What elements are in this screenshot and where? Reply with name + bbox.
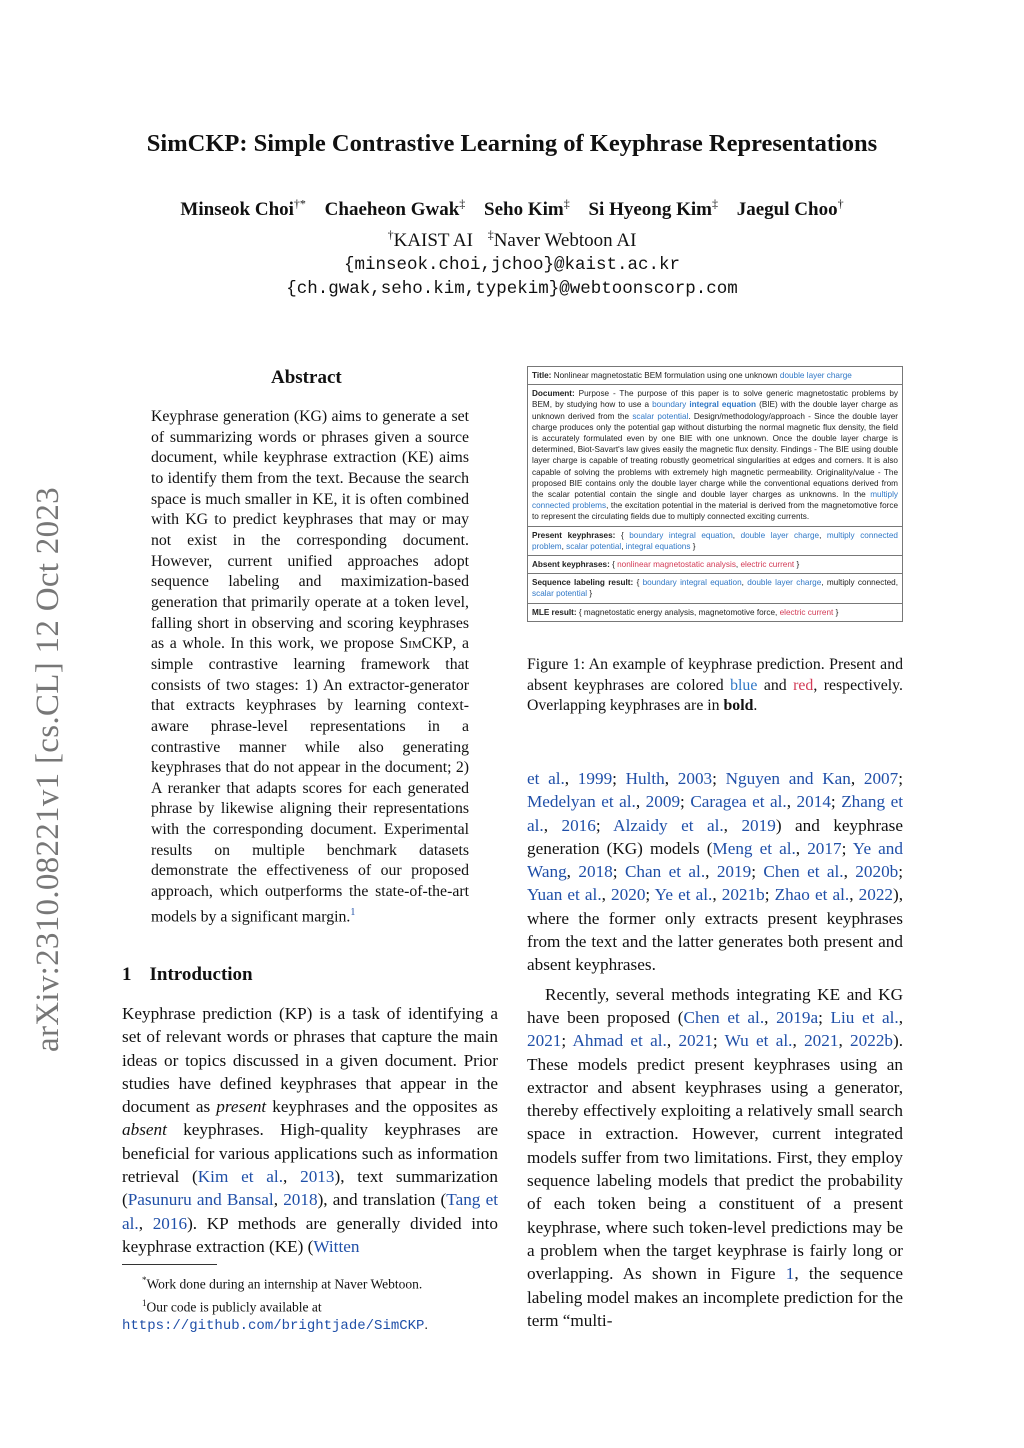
footnote-link[interactable]: 1 (350, 906, 356, 918)
citation-link[interactable]: Liu et al. (830, 1007, 899, 1027)
footnotes (122, 1264, 502, 1335)
citation-link[interactable]: Chan et al. (624, 862, 706, 882)
citation-link[interactable]: Wu et al. (724, 1031, 793, 1051)
arxiv-identifier: arXiv:2310.08221v1 [cs.CL] 12 Oct 2023 (30, 487, 66, 1052)
author: Seho Kim‡ (484, 197, 570, 221)
author: Jaegul Choo† (736, 197, 844, 221)
citation-link[interactable]: Medelyan et al. (527, 792, 636, 812)
citation-link[interactable]: 2016 (152, 1213, 188, 1233)
email-webtoon: {ch.gwak,seho.kim,typekim}@webtoonscorp.com (286, 279, 738, 299)
footnote-1: *Work done during an internship at Naver Webtoon. (142, 1275, 423, 1292)
citation-link[interactable]: Meng et al. (712, 838, 796, 858)
citation-link[interactable]: 2007 (863, 769, 899, 788)
figure-ref-link[interactable]: 1 (785, 1264, 795, 1284)
citation-link[interactable]: Chen et al. (683, 1007, 765, 1027)
citation-link[interactable]: 2014 (796, 792, 831, 812)
citation-link[interactable]: Hulth (625, 769, 665, 788)
citation-link[interactable]: Ye and Wang (527, 838, 903, 882)
citation-link[interactable]: 2021 (527, 1031, 562, 1051)
citation-link[interactable]: 2020b (855, 862, 899, 882)
citation-link[interactable]: 2016 (561, 815, 596, 835)
figure-1-example-box (527, 366, 903, 622)
citation-link[interactable]: Pasunuru and Bansal (127, 1190, 274, 1210)
paragraph: et al., 1999; Hulth, 2003; Nguyen and Kan, 2007; Medelyan et al., 2009; Caragea et al., 2014; Zhang et al., 2016; Alzaidy et al., 2019) and keyphrase generation (KG) models (Meng et al., 2017; Ye and Wang, 2018; Chan et al., 2019; Chen et al., 2020b; Yuan et al., 2020; Ye et al., 2021b; Zhao et al., 2022), where the former only extracts present keyphrases from the text and the latter generates both present and absent keyphrases. (527, 769, 904, 975)
citation-link[interactable]: Kim et al. (197, 1167, 284, 1187)
author: Si Hyeong Kim‡ (588, 197, 718, 221)
citation-link[interactable]: 2003 (677, 769, 713, 788)
figure-absent-keyphrases: Absent keyphrases: { nonlinear magnetostatic analysis, electric current } (528, 556, 902, 574)
citation-link[interactable]: Ye et al. (654, 885, 713, 905)
affiliations (100, 228, 924, 252)
citation-link[interactable]: et al. (527, 769, 565, 788)
citation-link[interactable]: Ahmad et al. (572, 1031, 667, 1051)
citation-link[interactable]: Caragea et al. (690, 792, 787, 812)
citation-link[interactable]: Zhao et al. (774, 885, 850, 905)
intro-paragraph: Keyphrase prediction (KP) is a task of identifying a set of relevant words or phrases that capture the main ideas or topics discussed in a given document. Prior studies have defined keyphrases that appear in the document as present keyphrases and the opposites as absent keyphrases. High-quality keyphrases are beneficial for various applications such as information retrieval (Kim et al., 2013), text summarization (Pasunuru and Bansal, 2018), and translation (Tang et al., 2016). KP methods are generally divided into keyphrase extraction (KE) (Witten (122, 1004, 498, 1256)
model-name: SimCKP (399, 635, 453, 653)
citation-link[interactable]: 2022 (858, 885, 893, 905)
code-url-link[interactable]: https://github.com/brightjade/SimCKP (122, 1318, 425, 1334)
figure-mle-result: MLE result: { magnetostatic energy analysis, magnetomotive force, electric current } (532, 607, 839, 617)
figure-document-section: Document: Purpose - The purpose of this paper is to solve generic magnetostatic problems by BEM, by studying how to use a boundary integral equation (BIE) with the double layer charge as unknown derived from the scalar potential. Design/methodology/approach - Since the double layer charge produces only the potential gap without disturbing the normal magnetic flux density, the field is accurately formulated even by one BIE with one unknown. Once the double layer charge is determined, Biot-Savart's law gives easily the magnetic flux density. Findings - The BIE using double layer charge is capable of treating robustly geometrical singularities at edges and corners. It is also capable of solving the problems with extremely high magnetic permeability. Originality/value - The proposed BIE contains only the double layer charge while the conventional equations derived from the scalar potential contain the single and double layer charges as unknowns. In the multiply connected problems, the excitation potential in the material is derived from the magnetomotive force to represent the circulating fields due to multiply connected exciting currents. (528, 385, 902, 526)
citation-link[interactable]: 2021b (721, 885, 765, 905)
citation-link[interactable]: 2019 (716, 862, 752, 882)
figure-1-caption: Figure 1: An example of keyphrase prediction. Present and absent keyphrases are colored blue and red, respectively. Overlapping keyphrases are in bold. (527, 656, 903, 715)
citation-link[interactable]: 2019a (776, 1007, 819, 1027)
author: Minseok Choi†* (180, 197, 306, 221)
section-heading-introduction: 1 Introduction (122, 964, 253, 985)
citation-link[interactable]: 2009 (645, 792, 681, 812)
citation-link[interactable]: Chen et al. (763, 862, 844, 882)
citation-link[interactable]: 2021 (678, 1031, 713, 1051)
citation-link[interactable]: Zhang et al. (527, 792, 904, 835)
citation-link[interactable]: Yuan et al. (527, 885, 602, 905)
email-kaist: {minseok.choi,jchoo}@kaist.ac.kr (343, 255, 681, 275)
citation-link[interactable]: 2021 (804, 1031, 839, 1051)
citation-link[interactable]: Nguyen and Kan (725, 769, 851, 788)
affiliation: †KAIST AI (387, 228, 473, 252)
citation-link[interactable]: Alzaidy et al. (613, 815, 724, 835)
abstract-heading: Abstract (271, 367, 342, 388)
paper-title: SimCKP: Simple Contrastive Learning of Keyphrase Representations (146, 130, 878, 157)
intro-right-column (527, 767, 903, 1332)
figure-sequence-labeling-result: Sequence labeling result: { boundary integral equation, double layer charge, multiply connected, scalar potential } (528, 574, 902, 603)
affiliation: ‡Naver Webtoon AI (487, 228, 637, 252)
citation-link[interactable]: 2018 (283, 1190, 318, 1210)
citation-link[interactable]: Witten (313, 1236, 360, 1256)
citation-link[interactable]: 2017 (807, 838, 842, 858)
citation-link[interactable]: 2019 (741, 815, 776, 835)
abstract-body: Keyphrase generation (KG) aims to generate a set of summarizing words or phrases given a source document, while keyphrase extraction (KE) aims to identify them from the text. Because the search space is much smaller in KE, it is often combined with KG to predict keyphrases that may or may not exist in the corresponding document. However, current unified approaches adopt sequence labeling and maximization-based generation that primarily operate at a token level, falling short in observing and scoring keyphrases as a whole. In this work, we propose SimCKP, a simple contrastive learning framework that consists of two stages: 1) An extractor-generator that extracts keyphrases by learning context-aware phrase-level representations in a contrastive manner while also generating keyphrases that do not appear in the document; 2) A reranker that adapts scores for each generated phrase by likewise aligning their representations with the corresponding document. Experimental results on multiple benchmark datasets demonstrate the effectiveness of our proposed approach, which outperforms the state-of-the-art models by a significant margin.$^1$ (151, 408, 469, 926)
citation-link[interactable]: Tang et al. (122, 1190, 498, 1233)
citation-link[interactable]: 2022b (850, 1031, 894, 1051)
author: Chaeheon Gwak‡ (324, 197, 466, 221)
paragraph: Recently, several methods integrating KE and KG have been proposed (Chen et al., 2019a; Liu et al., 2021; Ahmad et al., 2021; Wu et al., 2021, 2022b). These models predict present keyphrases using an extractor and absent keyphrases using a generator, thereby effectively exploiting a relatively small search space in extraction. However, current integrated models suffer from two limitations. First, they employ sequence labeling models that predict the probability of each token being a constituent of a present keyphrase, where such token-level predictions may be a problem when the target keyphrase is fairly long or overlapping. As shown in Figure 1, the sequence labeling model makes an incomplete prediction for the term “multi- (527, 984, 904, 1330)
author-list (80, 197, 944, 221)
citation-link[interactable]: 1999 (577, 769, 613, 788)
footnote-rule (122, 1264, 217, 1265)
citation-link[interactable]: 2018 (578, 862, 613, 882)
citation-link[interactable]: 2020 (611, 885, 646, 905)
figure-title-section: Title: Nonlinear magnetostatic BEM formulation using one unknown double layer charge (528, 367, 902, 385)
citation-link[interactable]: 2013 (300, 1167, 335, 1187)
footnote-2: $^1$Our code is publicly available at https://github.com/brightjade/SimCKP. (122, 1297, 428, 1334)
figure-present-keyphrases: Present keyphrases: { boundary integral equation, double layer charge, multiply connected problem, scalar potential, integral equations } (528, 527, 902, 556)
